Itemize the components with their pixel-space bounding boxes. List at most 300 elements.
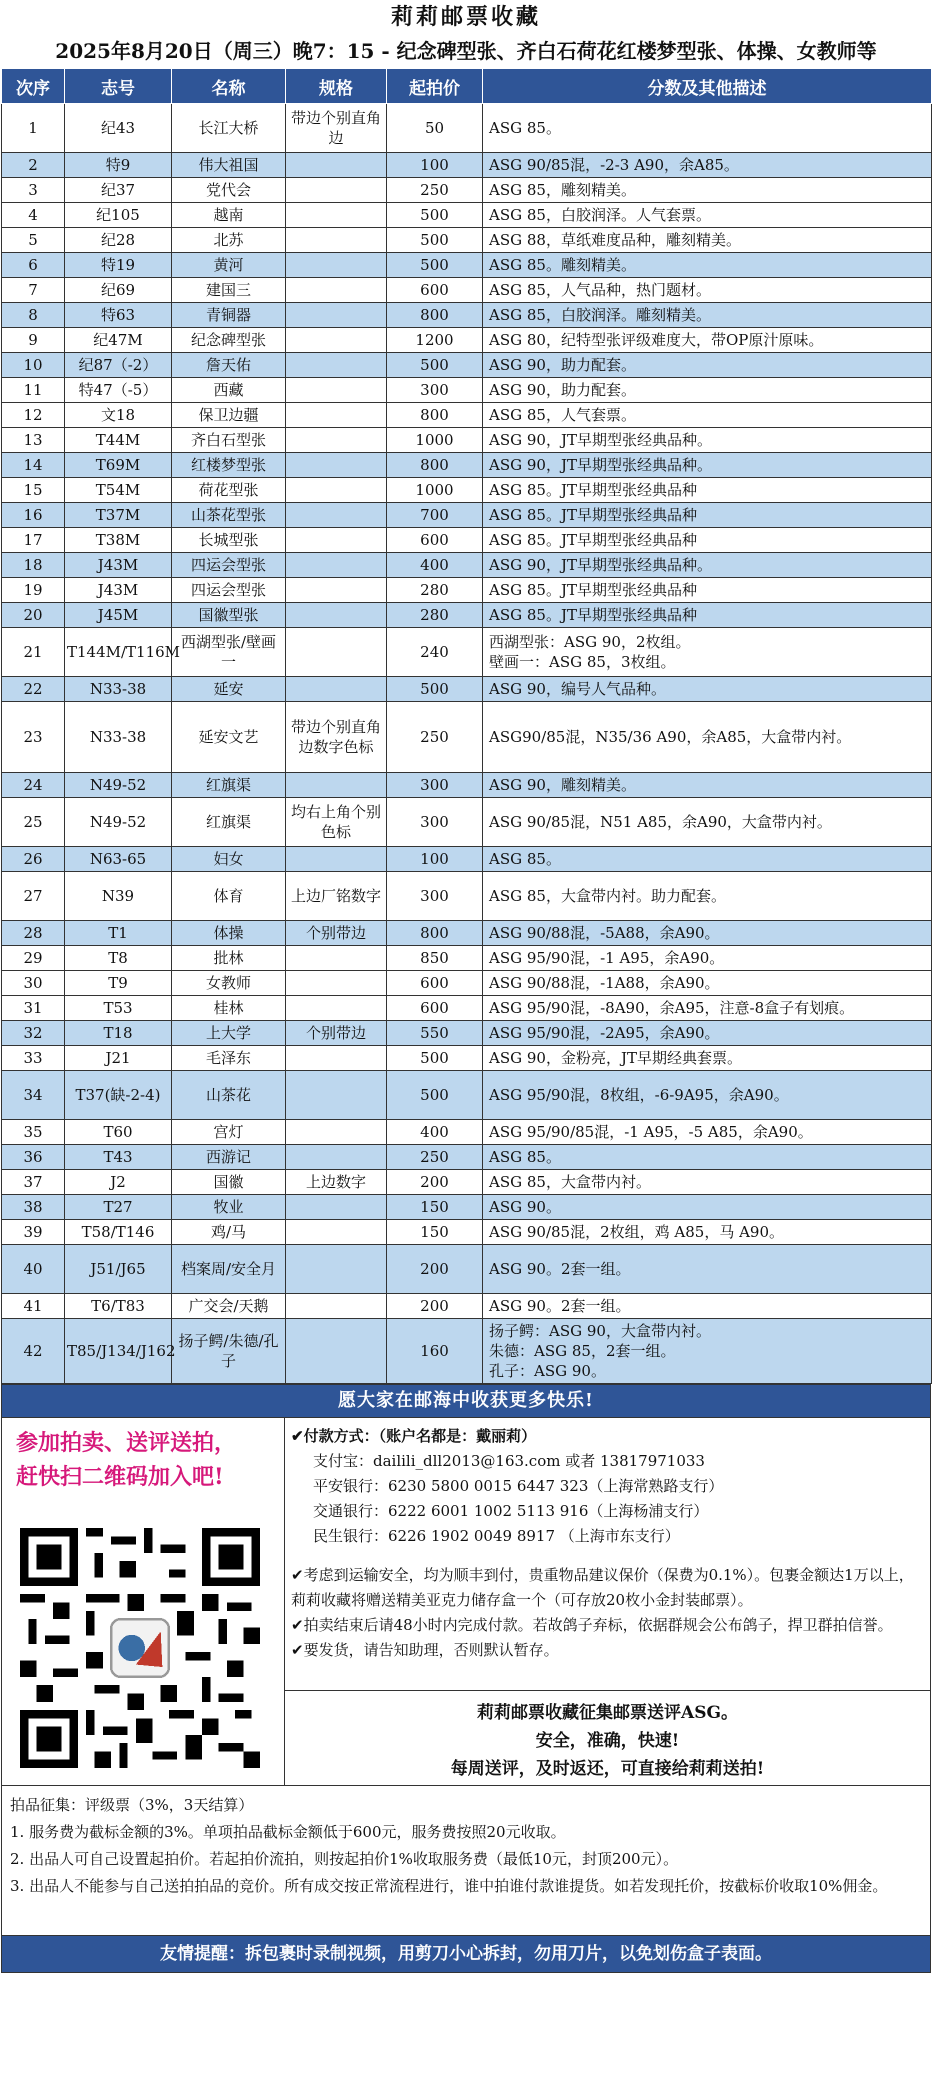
cell-no: 38 <box>2 1195 65 1220</box>
cell-desc: ASG 90，JT早期型张经典品种。 <box>483 428 932 453</box>
cell-name: 鸡/马 <box>172 1220 286 1245</box>
cell-name: 红旗渠 <box>172 773 286 798</box>
cell-price: 240 <box>387 628 483 677</box>
cell-desc: ASG 95/90混，-1 A95，余A90。 <box>483 946 932 971</box>
cell-desc: ASG 90/85混，-2-3 A90，余A85。 <box>483 153 932 178</box>
cell-desc: ASG 90/88混，-1A88，余A90。 <box>483 971 932 996</box>
cell-price: 50 <box>387 104 483 153</box>
cell-name: 延安 <box>172 677 286 702</box>
table-row <box>2 503 932 528</box>
cell-no: 21 <box>2 628 65 677</box>
table-row <box>2 702 932 773</box>
table-row <box>2 153 932 178</box>
cell-spec <box>286 1071 387 1120</box>
cell-price: 300 <box>387 872 483 921</box>
cell-code: 文18 <box>65 403 172 428</box>
cell-spec <box>286 503 387 528</box>
cell-no: 11 <box>2 378 65 403</box>
payment-deadline-note: ✔拍卖结束后请48小时内完成付款。若故鸽子弃标，依据群规会公布鸽子，捍卫群拍信誉。 <box>291 1616 893 1634</box>
cell-name: 北苏 <box>172 228 286 253</box>
cell-code: N49-52 <box>65 798 172 847</box>
cell-name: 牧业 <box>172 1195 286 1220</box>
table-row <box>2 403 932 428</box>
collect-line-3: 每周送评，及时返还，可直接给莉莉送拍! <box>450 1759 765 1779</box>
table-row <box>2 921 932 946</box>
page-subtitle: 2025年8月20日（周三）晚7：15 - 纪念碑型张、齐白石荷花红楼梦型张、体操、女教师等 <box>55 39 877 63</box>
cell-price: 500 <box>387 253 483 278</box>
col-header-desc: 分数及其他描述 <box>483 69 932 104</box>
cell-no: 19 <box>2 578 65 603</box>
cell-spec <box>286 303 387 328</box>
cell-spec <box>286 1319 387 1384</box>
cell-no: 9 <box>2 328 65 353</box>
cell-spec <box>286 847 387 872</box>
cell-desc: ASG 85。雕刻精美。 <box>483 253 932 278</box>
table-row <box>2 453 932 478</box>
cell-no: 12 <box>2 403 65 428</box>
table-row <box>2 773 932 798</box>
cell-name: 山茶花型张 <box>172 503 286 528</box>
cell-desc: ASG 85，大盒带内衬。 <box>483 1170 932 1195</box>
promo-line-2: 赶快扫二维码加入吧! <box>16 1464 224 1490</box>
cell-name: 保卫边疆 <box>172 403 286 428</box>
cell-spec: 个别带边 <box>286 1021 387 1046</box>
cell-spec <box>286 1245 387 1294</box>
cell-desc: ASG 85，大盒带内衬。助力配套。 <box>483 872 932 921</box>
cell-code: 纪43 <box>65 104 172 153</box>
cell-code: J2 <box>65 1170 172 1195</box>
cell-code: T44M <box>65 428 172 453</box>
cell-spec <box>286 153 387 178</box>
cell-no: 4 <box>2 203 65 228</box>
table-row <box>2 1071 932 1120</box>
cell-price: 200 <box>387 1245 483 1294</box>
cell-name: 伟大祖国 <box>172 153 286 178</box>
table-row <box>2 798 932 847</box>
cell-spec <box>286 1046 387 1071</box>
rule-1: 1. 服务费为截标金额的3%。单项拍品截标金额低于600元，服务费按照20元收取。 <box>10 1823 566 1841</box>
consignment-rules <box>1 1786 931 1936</box>
cell-desc: 西湖型张：ASG 90，2枚组。 壁画一：ASG 85，3枚组。 <box>483 628 932 677</box>
cell-code: T53 <box>65 996 172 1021</box>
cell-price: 1200 <box>387 328 483 353</box>
cell-price: 500 <box>387 1071 483 1120</box>
cell-desc: ASG 90/85混，N51 A85，余A90，大盒带内衬。 <box>483 798 932 847</box>
cell-spec: 个别带边 <box>286 921 387 946</box>
cell-no: 33 <box>2 1046 65 1071</box>
cell-code: T43 <box>65 1145 172 1170</box>
cell-no: 2 <box>2 153 65 178</box>
cell-desc: ASG 85，雕刻精美。 <box>483 178 932 203</box>
table-row <box>2 1145 932 1170</box>
cell-desc: ASG 85。 <box>483 1145 932 1170</box>
promo-text <box>2 1418 284 1494</box>
cell-price: 600 <box>387 971 483 996</box>
cell-code: T37M <box>65 503 172 528</box>
cell-price: 200 <box>387 1294 483 1319</box>
cell-spec <box>286 403 387 428</box>
cell-name: 桂林 <box>172 996 286 1021</box>
cell-code: T8 <box>65 946 172 971</box>
cell-name: 黄河 <box>172 253 286 278</box>
cell-no: 25 <box>2 798 65 847</box>
cell-desc: ASG 85。JT早期型张经典品种 <box>483 478 932 503</box>
cell-no: 1 <box>2 104 65 153</box>
cell-no: 18 <box>2 553 65 578</box>
cell-no: 23 <box>2 702 65 773</box>
shipping-note: ✔考虑到运输安全，均为顺丰到付，贵重物品建议保价（保费为0.1%）。包裹金额达1万以上，莉莉收藏将赠送精美亚克力储存盒一个（可存放20枚小金封装邮票）。 <box>291 1566 914 1609</box>
collect-ad <box>285 1690 930 1785</box>
table-row <box>2 378 932 403</box>
cell-code: J43M <box>65 553 172 578</box>
cell-desc: 扬子鳄：ASG 90，大盒带内衬。 朱德：ASG 85，2套一组。 孔子：ASG 90。 <box>483 1319 932 1384</box>
cell-desc: ASG 95/90混，-8A90，余A95，注意-8盒子有划痕。 <box>483 996 932 1021</box>
cell-price: 600 <box>387 996 483 1021</box>
cell-desc: ASG 95/90混，-2A95，余A90。 <box>483 1021 932 1046</box>
cell-spec <box>286 971 387 996</box>
cell-code: 纪47M <box>65 328 172 353</box>
cell-no: 5 <box>2 228 65 253</box>
cell-name: 西游记 <box>172 1145 286 1170</box>
promo-panel <box>2 1418 285 1785</box>
cell-desc: ASG 90，JT早期型张经典品种。 <box>483 553 932 578</box>
cell-spec <box>286 353 387 378</box>
collect-line-1: 莉莉邮票收藏征集邮票送评ASG。 <box>477 1703 738 1723</box>
cell-code: T85/J134/J162 <box>65 1319 172 1384</box>
rule-3: 3. 出品人不能参与自己送拍拍品的竞价。所有成交按正常流程进行，谁中拍谁付款谁提货。如若发现托价，按截标价收取10%佣金。 <box>10 1877 888 1895</box>
cell-no: 35 <box>2 1120 65 1145</box>
cell-code: T37(缺-2-4) <box>65 1071 172 1120</box>
cell-spec <box>286 478 387 503</box>
cell-spec: 上边数字 <box>286 1170 387 1195</box>
cell-desc: ASG 90，编号人气品种。 <box>483 677 932 702</box>
table-row <box>2 178 932 203</box>
cell-name: 红旗渠 <box>172 798 286 847</box>
col-header-code: 志号 <box>65 69 172 104</box>
cell-no: 15 <box>2 478 65 503</box>
cell-no: 36 <box>2 1145 65 1170</box>
cell-no: 41 <box>2 1294 65 1319</box>
cell-price: 160 <box>387 1319 483 1384</box>
table-row <box>2 253 932 278</box>
cell-spec: 上边厂铭数字 <box>286 872 387 921</box>
cell-code: N33-38 <box>65 702 172 773</box>
cell-name: 四运会型张 <box>172 553 286 578</box>
cell-code: N39 <box>65 872 172 921</box>
cell-spec <box>286 1120 387 1145</box>
cell-no: 17 <box>2 528 65 553</box>
table-row <box>2 228 932 253</box>
table-row <box>2 872 932 921</box>
cell-price: 250 <box>387 1145 483 1170</box>
info-section <box>1 1418 931 1786</box>
cell-name: 西湖型张/壁画一 <box>172 628 286 677</box>
table-row <box>2 278 932 303</box>
cell-desc: ASG 90。2套一组。 <box>483 1294 932 1319</box>
cell-name: 齐白石型张 <box>172 428 286 453</box>
cell-desc: ASG 90。 <box>483 1195 932 1220</box>
cell-name: 党代会 <box>172 178 286 203</box>
table-row <box>2 303 932 328</box>
table-row <box>2 528 932 553</box>
cell-spec <box>286 528 387 553</box>
cell-no: 8 <box>2 303 65 328</box>
cell-price: 500 <box>387 1046 483 1071</box>
cell-price: 280 <box>387 603 483 628</box>
cell-no: 37 <box>2 1170 65 1195</box>
cell-code: J45M <box>65 603 172 628</box>
cell-price: 550 <box>387 1021 483 1046</box>
cell-price: 150 <box>387 1195 483 1220</box>
cell-name: 档案周/安全月 <box>172 1245 286 1294</box>
cell-price: 280 <box>387 578 483 603</box>
page-title: 莉莉邮票收藏 <box>390 4 541 30</box>
table-row <box>2 578 932 603</box>
cell-spec <box>286 603 387 628</box>
cell-code: 特47（-5） <box>65 378 172 403</box>
cell-desc: ASG 90，助力配套。 <box>483 353 932 378</box>
cell-spec <box>286 278 387 303</box>
cell-spec <box>286 1145 387 1170</box>
table-header-row <box>2 69 932 104</box>
cell-price: 300 <box>387 378 483 403</box>
cell-no: 28 <box>2 921 65 946</box>
table-row <box>2 478 932 503</box>
cell-code: T69M <box>65 453 172 478</box>
table-row <box>2 1120 932 1145</box>
cell-price: 1000 <box>387 478 483 503</box>
cell-name: 詹天佑 <box>172 353 286 378</box>
table-row <box>2 1245 932 1294</box>
table-row <box>2 328 932 353</box>
cell-spec <box>286 1195 387 1220</box>
table-row <box>2 203 932 228</box>
cell-code: N63-65 <box>65 847 172 872</box>
cell-code: T60 <box>65 1120 172 1145</box>
cell-no: 42 <box>2 1319 65 1384</box>
cell-code: J21 <box>65 1046 172 1071</box>
cell-no: 10 <box>2 353 65 378</box>
cell-name: 国徽型张 <box>172 603 286 628</box>
cell-spec <box>286 946 387 971</box>
delivery-note: ✔要发货，请告知助理，否则默认暂存。 <box>291 1641 559 1659</box>
cell-price: 800 <box>387 303 483 328</box>
bank-account-bocom: 交通银行：6222 6001 1002 5113 916（上海杨浦支行） <box>313 1502 709 1520</box>
alipay-account: 支付宝：dailili_dll2013@163.com 或者 13817971033 <box>313 1452 705 1470</box>
cell-code: T58/T146 <box>65 1220 172 1245</box>
cell-spec <box>286 378 387 403</box>
cell-no: 40 <box>2 1245 65 1294</box>
table-row <box>2 1294 932 1319</box>
col-header-name: 名称 <box>172 69 286 104</box>
cell-code: 纪28 <box>65 228 172 253</box>
cell-no: 31 <box>2 996 65 1021</box>
cell-no: 6 <box>2 253 65 278</box>
cell-spec <box>286 428 387 453</box>
table-row <box>2 628 932 677</box>
cell-name: 宫灯 <box>172 1120 286 1145</box>
col-header-no: 次序 <box>2 69 65 104</box>
cell-name: 西藏 <box>172 378 286 403</box>
cell-price: 800 <box>387 921 483 946</box>
cell-price: 100 <box>387 153 483 178</box>
payment-info <box>285 1418 930 1690</box>
cell-price: 400 <box>387 1120 483 1145</box>
cell-code: N33-38 <box>65 677 172 702</box>
cell-no: 29 <box>2 946 65 971</box>
cell-price: 400 <box>387 553 483 578</box>
cell-spec <box>286 773 387 798</box>
table-row <box>2 1170 932 1195</box>
cell-code: T9 <box>65 971 172 996</box>
rules-heading: 拍品征集：评级票（3%，3天结算） <box>10 1796 254 1814</box>
cell-name: 荷花型张 <box>172 478 286 503</box>
payment-heading: ✔付款方式：（账户名都是：戴丽莉） <box>291 1427 537 1445</box>
cell-desc: ASG 90，雕刻精美。 <box>483 773 932 798</box>
cell-desc: ASG 85。JT早期型张经典品种 <box>483 603 932 628</box>
cell-name: 毛泽东 <box>172 1046 286 1071</box>
cell-code: 纪69 <box>65 278 172 303</box>
cell-code: 纪87（-2） <box>65 353 172 378</box>
cell-spec <box>286 628 387 677</box>
cell-price: 800 <box>387 403 483 428</box>
cell-desc: ASG 85，白胶润泽。雕刻精美。 <box>483 303 932 328</box>
cell-code: 纪37 <box>65 178 172 203</box>
cell-no: 16 <box>2 503 65 528</box>
cell-name: 女教师 <box>172 971 286 996</box>
cell-name: 长江大桥 <box>172 104 286 153</box>
cell-code: 特19 <box>65 253 172 278</box>
cell-price: 850 <box>387 946 483 971</box>
cell-price: 1000 <box>387 428 483 453</box>
cell-no: 7 <box>2 278 65 303</box>
cell-desc: ASG 90，助力配套。 <box>483 378 932 403</box>
cell-price: 200 <box>387 1170 483 1195</box>
cell-name: 体育 <box>172 872 286 921</box>
cell-code: 纪105 <box>65 203 172 228</box>
cell-no: 30 <box>2 971 65 996</box>
table-row <box>2 1046 932 1071</box>
cell-code: T27 <box>65 1195 172 1220</box>
cell-price: 500 <box>387 203 483 228</box>
table-row <box>2 946 932 971</box>
qr-code-icon[interactable] <box>20 1528 260 1768</box>
cell-code: 特63 <box>65 303 172 328</box>
cell-code: T54M <box>65 478 172 503</box>
cell-code: 特9 <box>65 153 172 178</box>
cell-name: 山茶花 <box>172 1071 286 1120</box>
cell-spec <box>286 328 387 353</box>
cell-desc: ASG 85。JT早期型张经典品种 <box>483 528 932 553</box>
lots-table <box>1 68 932 1384</box>
table-row <box>2 847 932 872</box>
cell-price: 600 <box>387 278 483 303</box>
cell-code: T1 <box>65 921 172 946</box>
cell-name: 妇女 <box>172 847 286 872</box>
cell-desc: ASG 85。JT早期型张经典品种 <box>483 578 932 603</box>
cell-price: 500 <box>387 228 483 253</box>
cell-spec <box>286 453 387 478</box>
cell-desc: ASG 90/88混，-5A88，余A90。 <box>483 921 932 946</box>
cell-price: 100 <box>387 847 483 872</box>
cell-no: 24 <box>2 773 65 798</box>
cell-price: 500 <box>387 353 483 378</box>
table-row <box>2 1021 932 1046</box>
cell-spec <box>286 228 387 253</box>
cell-desc: ASG 90。2套一组。 <box>483 1245 932 1294</box>
cell-spec <box>286 1294 387 1319</box>
cell-spec <box>286 578 387 603</box>
table-row <box>2 677 932 702</box>
cell-code: N49-52 <box>65 773 172 798</box>
cell-name: 红楼梦型张 <box>172 453 286 478</box>
cell-no: 26 <box>2 847 65 872</box>
cell-no: 20 <box>2 603 65 628</box>
cell-desc: ASG 85，白胶润泽。人气套票。 <box>483 203 932 228</box>
cell-name: 长城型张 <box>172 528 286 553</box>
cell-name: 上大学 <box>172 1021 286 1046</box>
cell-spec <box>286 677 387 702</box>
cell-price: 600 <box>387 528 483 553</box>
table-row <box>2 971 932 996</box>
bank-account-pingan: 平安银行：6230 5800 0015 6447 323（上海常熟路支行） <box>313 1477 724 1495</box>
cell-name: 越南 <box>172 203 286 228</box>
cell-desc: ASG 85，人气品种，热门题材。 <box>483 278 932 303</box>
table-row <box>2 1220 932 1245</box>
wish-banner: 愿大家在邮海中收获更多快乐! <box>1 1384 931 1418</box>
cell-code: T6/T83 <box>65 1294 172 1319</box>
cell-name: 建国三 <box>172 278 286 303</box>
cell-desc: ASG 85。 <box>483 847 932 872</box>
cell-price: 700 <box>387 503 483 528</box>
cell-no: 3 <box>2 178 65 203</box>
cell-code: J43M <box>65 578 172 603</box>
cell-spec <box>286 996 387 1021</box>
cell-name: 延安文艺 <box>172 702 286 773</box>
cell-desc: ASG 85，人气套票。 <box>483 403 932 428</box>
cell-price: 500 <box>387 677 483 702</box>
table-row <box>2 1195 932 1220</box>
cell-code: J51/J65 <box>65 1245 172 1294</box>
cell-desc: ASG 90，金粉亮，JT早期经典套票。 <box>483 1046 932 1071</box>
col-header-price: 起拍价 <box>387 69 483 104</box>
cell-no: 34 <box>2 1071 65 1120</box>
cell-no: 13 <box>2 428 65 453</box>
cell-desc: ASG90/85混，N35/36 A90，余A85，大盒带内衬。 <box>483 702 932 773</box>
cell-name: 扬子鳄/朱德/孔子 <box>172 1319 286 1384</box>
bank-account-minsheng: 民生银行：6226 1902 0049 8917 （上海市东支行） <box>313 1527 680 1545</box>
table-row <box>2 553 932 578</box>
rule-2: 2. 出品人可自己设置起拍价。若起拍价流拍，则按起拍价1%收取服务费（最低10元，封顶200元）。 <box>10 1850 679 1868</box>
cell-no: 32 <box>2 1021 65 1046</box>
collect-line-2: 安全，准确，快速! <box>535 1731 680 1751</box>
cell-code: T18 <box>65 1021 172 1046</box>
cell-no: 22 <box>2 677 65 702</box>
cell-desc: ASG 85。JT早期型张经典品种 <box>483 503 932 528</box>
cell-code: T38M <box>65 528 172 553</box>
cell-spec: 均右上角个别色标 <box>286 798 387 847</box>
cell-desc: ASG 80，纪特型张评级难度大，带OP原汁原味。 <box>483 328 932 353</box>
cell-code: T144M/T116M <box>65 628 172 677</box>
cell-desc: ASG 95/90/85混，-1 A95，-5 A85，余A90。 <box>483 1120 932 1145</box>
cell-price: 250 <box>387 702 483 773</box>
cell-desc: ASG 90，JT早期型张经典品种。 <box>483 453 932 478</box>
cell-price: 150 <box>387 1220 483 1245</box>
cell-price: 250 <box>387 178 483 203</box>
footer-reminder: 友情提醒：拆包裹时录制视频，用剪刀小心拆封，勿用刀片，以免划伤盒子表面。 <box>1 1936 931 1973</box>
cell-no: 14 <box>2 453 65 478</box>
cell-desc: ASG 85。 <box>483 104 932 153</box>
